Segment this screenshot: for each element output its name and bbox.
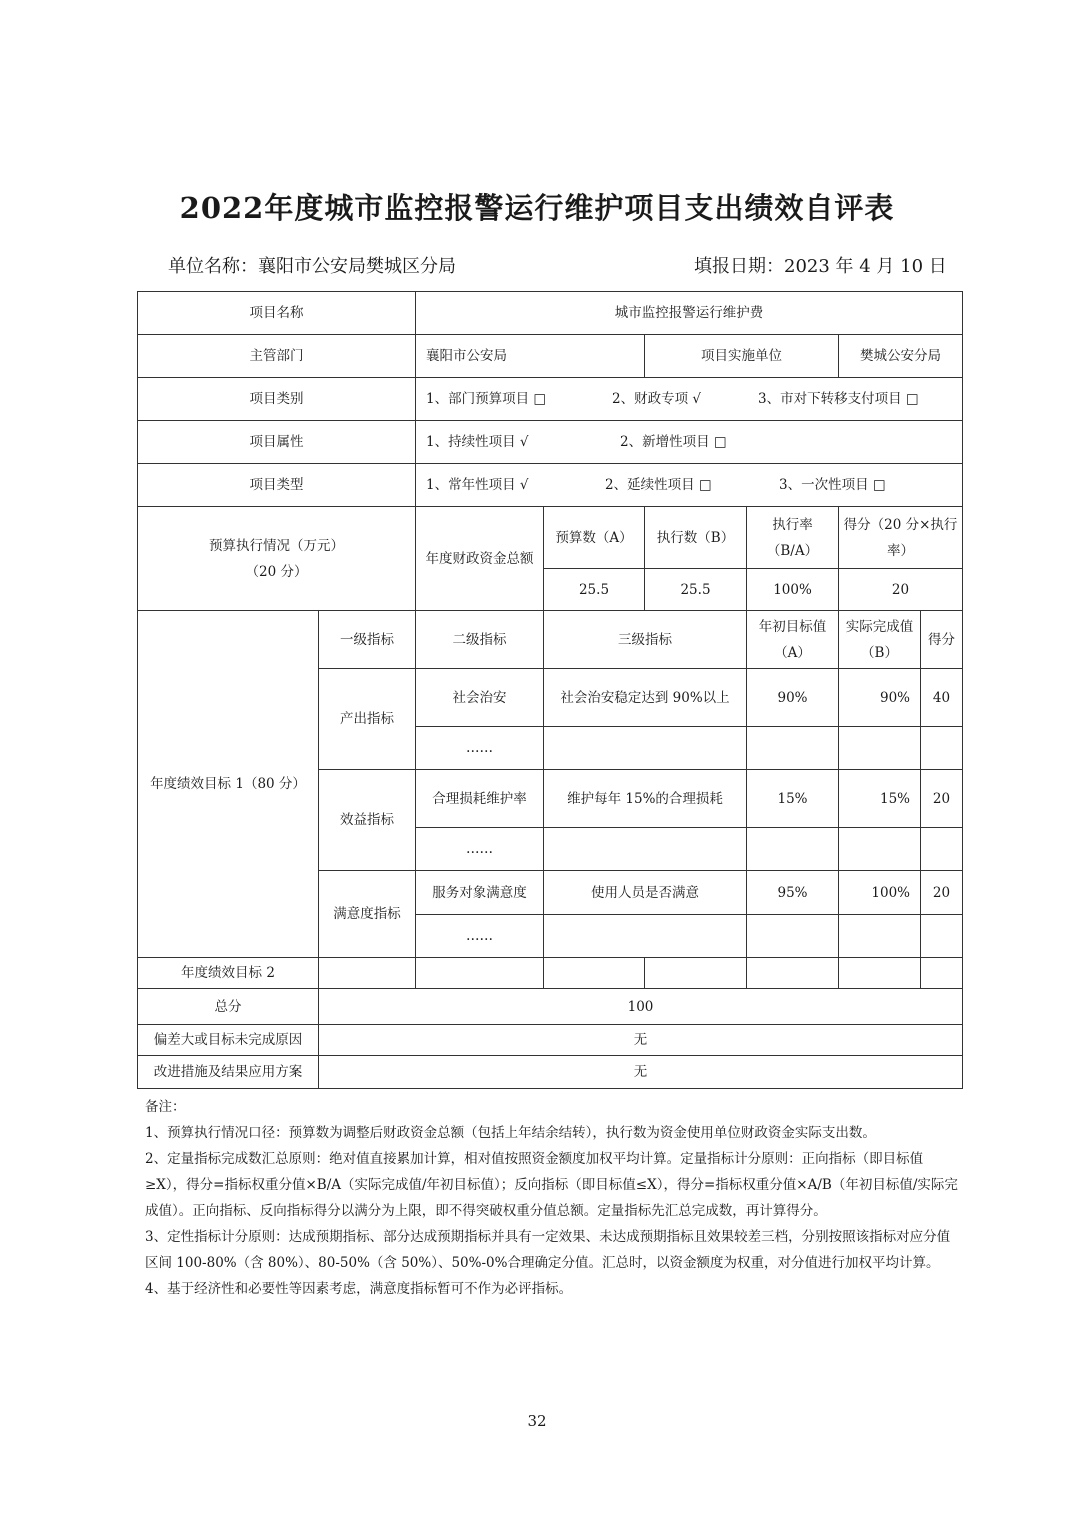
project-name-label: 项目名称 <box>138 292 416 335</box>
exec-b-header: 执行数（B） <box>645 507 747 569</box>
empty-cell <box>921 727 963 770</box>
improve-label: 改进措施及结果应用方案 <box>138 1056 319 1089</box>
level1-header: 一级指标 <box>319 611 416 669</box>
evaluation-table <box>137 291 963 1089</box>
exec-rate-header: 执行率（B/A） <box>747 507 839 569</box>
output-level2: 社会治安 <box>416 669 544 727</box>
level3-header: 三级指标 <box>544 611 747 669</box>
budget-score-value: 20 <box>839 569 963 611</box>
dept-label: 主管部门 <box>138 335 416 378</box>
row-goal2 <box>138 958 963 989</box>
empty-cell <box>921 915 963 958</box>
empty-cell <box>544 958 645 989</box>
empty-cell <box>839 727 921 770</box>
empty-cell <box>921 958 963 989</box>
output-label: 产出指标 <box>319 669 416 770</box>
empty-cell <box>645 958 747 989</box>
row-attribute <box>138 421 963 464</box>
goal1-label: 年度绩效目标 1（80 分） <box>138 611 319 958</box>
actual-header: 实际完成值（B） <box>839 611 921 669</box>
row-type <box>138 464 963 507</box>
attr-label: 项目属性 <box>138 421 416 464</box>
dept-value: 襄阳市公安局 <box>416 335 645 378</box>
output-level3: 社会治安稳定达到 90%以上 <box>544 669 747 727</box>
budget-label <box>138 507 416 611</box>
notes <box>145 1094 960 1302</box>
note-item: 2、定量指标完成数汇总原则：绝对值直接累加计算，相对值按照资金额度加权平均计算。定量指标计分原则：正向指标（即目标值≥X），得分=指标权重分值×B/A（实际完成值/年初目标值）；反向指标（即目标值≤X），得分=指标权重分值×A/B（年初目标值/实际完成值）。正向指标、反向指标得分以满分为上限，即不得突破权重分值总额。定量指标先汇总完成数，再计算得分。 <box>145 1151 958 1219</box>
satis-level3: 使用人员是否满意 <box>544 871 747 915</box>
budget-a-value: 25.5 <box>544 569 645 611</box>
empty-cell <box>544 727 747 770</box>
row-improve <box>138 1056 963 1089</box>
attr-options <box>416 421 963 464</box>
output-actual: 90% <box>839 669 921 727</box>
deviation-value: 无 <box>319 1025 963 1056</box>
page-number: 32 <box>527 1412 547 1430</box>
deviation-label: 偏差大或目标未完成原因 <box>138 1025 319 1056</box>
budget-label-text: 预算执行情况（万元） <box>209 537 344 554</box>
row-indicator-header <box>138 611 963 669</box>
satis-level2: 服务对象满意度 <box>416 871 544 915</box>
empty-cell <box>839 828 921 871</box>
row-category <box>138 378 963 421</box>
project-name-value: 城市监控报警运行维护费 <box>416 292 963 335</box>
category-options <box>416 378 963 421</box>
empty-cell <box>747 727 839 770</box>
category-opt-3: 3、市对下转移支付项目 □ <box>758 391 919 407</box>
row-total <box>138 989 963 1025</box>
satis-ellipsis: …… <box>416 915 544 958</box>
empty-cell <box>319 958 416 989</box>
attr-opt-1: 1、持续性项目 √ <box>426 434 529 450</box>
row-department <box>138 335 963 378</box>
empty-cell <box>544 915 747 958</box>
benefit-score: 20 <box>921 770 963 828</box>
category-opt-1: 1、部门预算项目 □ <box>426 391 547 407</box>
level2-header: 二级指标 <box>416 611 544 669</box>
type-options <box>416 464 963 507</box>
benefit-ellipsis: …… <box>416 828 544 871</box>
satis-target: 95% <box>747 871 839 915</box>
report-date: 填报日期：2023 年 4 月 10 日 <box>694 256 947 277</box>
row-deviation <box>138 1025 963 1056</box>
budget-score-text: （20 分） <box>245 563 308 580</box>
output-ellipsis: …… <box>416 727 544 770</box>
empty-cell <box>747 915 839 958</box>
budget-a-header: 预算数（A） <box>544 507 645 569</box>
empty-cell <box>416 958 544 989</box>
empty-cell <box>839 958 921 989</box>
impl-label: 项目实施单位 <box>645 335 839 378</box>
satis-label: 满意度指标 <box>319 871 416 958</box>
output-score: 40 <box>921 669 963 727</box>
empty-cell <box>747 828 839 871</box>
empty-cell <box>544 828 747 871</box>
row-project-name <box>138 292 963 335</box>
note-item: 4、基于经济性和必要性等因素考虑，满意度指标暂可不作为必评指标。 <box>145 1281 573 1297</box>
type-label: 项目类型 <box>138 464 416 507</box>
output-target: 90% <box>747 669 839 727</box>
unit-name: 单位名称：襄阳市公安局樊城区分局 <box>168 256 456 277</box>
category-label: 项目类别 <box>138 378 416 421</box>
total-value: 100 <box>319 989 963 1025</box>
page-title: 2022年度城市监控报警运行维护项目支出绩效自评表 <box>179 191 895 225</box>
total-label: 总分 <box>138 989 319 1025</box>
exec-b-value: 25.5 <box>645 569 747 611</box>
note-item: 3、定性指标计分原则：达成预期指标、部分达成预期指标并具有一定效果、未达成预期指标且效果较差三档，分别按照该指标对应分值区间 100-80%（含 80%）、80-50%（含 50%）、50%-0%合理确定分值。汇总时，以资金额度为权重，对分值进行加权平均计算。 <box>145 1229 951 1271</box>
score-header: 得分 <box>921 611 963 669</box>
benefit-label: 效益指标 <box>319 770 416 871</box>
target-header: 年初目标值（A） <box>747 611 839 669</box>
satis-score: 20 <box>921 871 963 915</box>
empty-cell <box>839 915 921 958</box>
benefit-level3: 维护每年 15%的合理损耗 <box>544 770 747 828</box>
empty-cell <box>921 828 963 871</box>
note-item: 1、预算执行情况口径：预算数为调整后财政资金总额（包括上年结余结转），执行数为资金使用单位财政资金实际支出数。 <box>145 1125 876 1141</box>
benefit-level2: 合理损耗维护率 <box>416 770 544 828</box>
goal2-label: 年度绩效目标 2 <box>138 958 319 989</box>
type-opt-3: 3、一次性项目 □ <box>779 477 886 493</box>
impl-value: 樊城公安分局 <box>839 335 963 378</box>
benefit-target: 15% <box>747 770 839 828</box>
type-opt-2: 2、延续性项目 □ <box>605 477 712 493</box>
category-opt-2: 2、财政专项 √ <box>612 391 701 407</box>
empty-cell <box>747 958 839 989</box>
benefit-actual: 15% <box>839 770 921 828</box>
satis-actual: 100% <box>839 871 921 915</box>
fund-total-label: 年度财政资金总额 <box>416 507 544 611</box>
row-budget-header <box>138 507 963 569</box>
improve-value: 无 <box>319 1056 963 1089</box>
score-formula-header: 得分（20 分×执行率） <box>839 507 963 569</box>
attr-opt-2: 2、新增性项目 □ <box>620 434 727 450</box>
notes-heading: 备注： <box>145 1099 186 1115</box>
exec-rate-value: 100% <box>747 569 839 611</box>
type-opt-1: 1、常年性项目 √ <box>426 477 529 493</box>
